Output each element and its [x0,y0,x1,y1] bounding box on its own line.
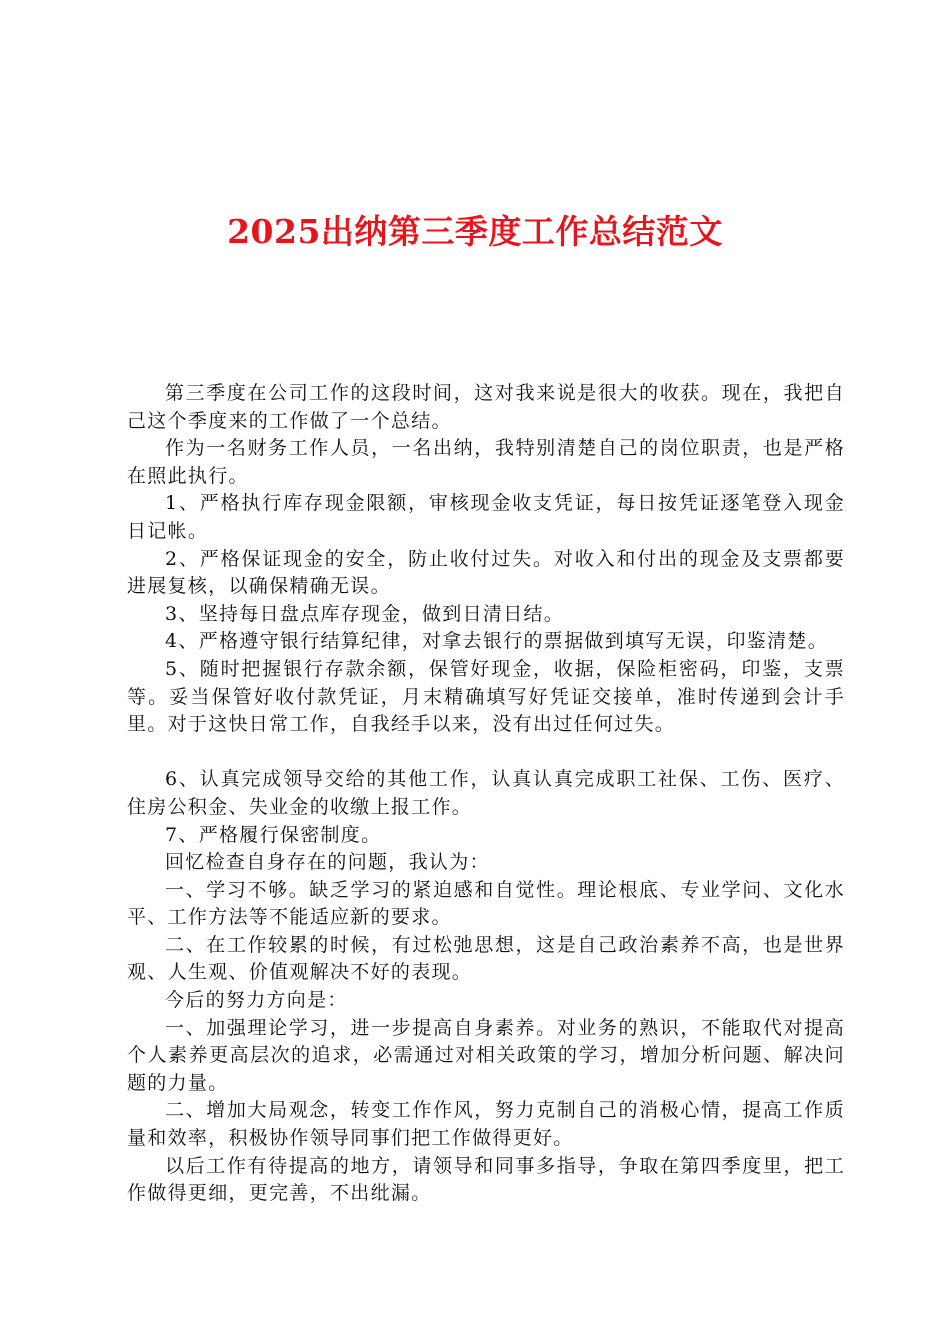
document-title: 2025出纳第三季度工作总结范文 [227,212,723,251]
paragraph: 5、随时把握银行存款余额，保管好现金，收据，保险柜密码，印鉴，支票等。妥当保管好收付款凭证，月末精确填写好凭证交接单，准时传递到会计手里。对于这快日常工作，自我经手以来，没有出过任何过失。 [127,657,845,736]
paragraph: 二、在工作较累的时候，有过松弛思想，这是自己政治素养不高，也是世界观、人生观、价值观解决不好的表现。 [127,933,845,984]
paragraph: 第三季度在公司工作的这段时间，这对我来说是很大的收获。现在，我把自己这个季度来的工作做了一个总结。 [127,382,845,432]
paragraph: 作为一名财务工作人员，一名出纳，我特别清楚自己的岗位职责，也是严格在照此执行。 [127,437,845,487]
paragraph: 3、坚持每日盘点库存现金，做到日清日结。 [165,602,565,625]
paragraph: 4、严格遵守银行结算纪律，对拿去银行的票据做到填写无误，印鉴清楚。 [165,630,828,653]
paragraph: 一、学习不够。缺乏学习的紧迫感和自觉性。理论根底、专业学问、文化水平、工作方法等不能适应新的要求。 [127,878,845,929]
paragraph: 二、增加大局观念，转变工作作风，努力克制自己的消极心情，提高工作质量和效率，积极协作领导同事们把工作做得更好。 [127,1099,845,1150]
paragraph: 今后的努力方向是： [165,989,348,1012]
paragraph: 6、认真完成领导交给的其他工作，认真认真完成职工社保、工伤、医疗、住房公积金、失业金的收缴上报工作。 [127,768,845,818]
paragraph: 2、严格保证现金的安全，防止收付过失。对收入和付出的现金及支票都要进展复核，以确保精确无误。 [127,547,845,598]
paragraph: 一、加强理论学习，进一步提高自身素养。对业务的熟识，不能取代对提高个人素养更高层次的追求，必需通过对相关政策的学习，增加分析问题、解决问题的力量。 [127,1016,845,1094]
paragraph: 1、严格执行库存现金限额，审核现金收支凭证，每日按凭证逐笔登入现金日记帐。 [127,492,845,542]
paragraph: 以后工作有待提高的地方，请领导和同事多指导，争取在第四季度里，把工作做得更细，更完善，不出纰漏。 [127,1154,845,1205]
paragraph: 7、严格履行保密制度。 [165,823,382,846]
document-body [127,380,845,1208]
paragraph: 回忆检查自身存在的问题，我认为： [165,851,490,874]
